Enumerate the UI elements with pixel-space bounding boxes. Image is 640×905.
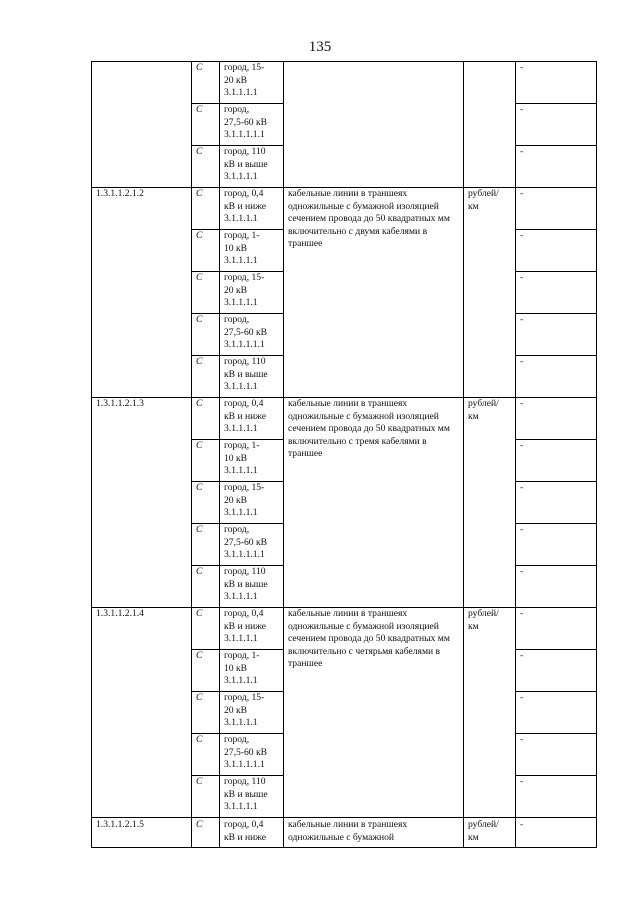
- category-letter: С: [192, 188, 220, 230]
- item-code: 1.3.1.1.2.1.2: [92, 188, 192, 398]
- rate-value: -: [516, 734, 597, 776]
- category-letter: С: [192, 356, 220, 398]
- unit: рублей/ км: [464, 608, 516, 818]
- category-letter: С: [192, 398, 220, 440]
- voltage-class: город, 15- 20 кВ 3.1.1.1.1: [220, 272, 284, 314]
- category-letter: С: [192, 272, 220, 314]
- item-description: кабельные линии в траншеях одножильные с бумажной изоляцией сечением провода до 50 квадратных мм включительно с четярьмя кабелями в траншее: [284, 608, 464, 818]
- voltage-class: город, 27,5-60 кВ 3.1.1.1.1.1: [220, 524, 284, 566]
- table-row: [92, 62, 597, 104]
- category-letter: С: [192, 146, 220, 188]
- voltage-class: город, 1- 10 кВ 3.1.1.1.1: [220, 230, 284, 272]
- voltage-class: город, 1- 10 кВ 3.1.1.1.1: [220, 440, 284, 482]
- unit: рублей/ км: [464, 398, 516, 608]
- category-letter: С: [192, 734, 220, 776]
- rate-value: -: [516, 146, 597, 188]
- item-description: кабельные линии в траншеях одножильные с бумажной изоляцией сечением провода до 50 квадратных мм включительно с тремя кабелями в траншее: [284, 398, 464, 608]
- item-code: 1.3.1.1.2.1.3: [92, 398, 192, 608]
- item-description: [284, 62, 464, 188]
- category-letter: С: [192, 104, 220, 146]
- voltage-class: город, 27,5-60 кВ 3.1.1.1.1.1: [220, 314, 284, 356]
- category-letter: С: [192, 524, 220, 566]
- rate-value: -: [516, 230, 597, 272]
- category-letter: С: [192, 692, 220, 734]
- rate-value: -: [516, 650, 597, 692]
- rate-value: -: [516, 440, 597, 482]
- tariff-table: [91, 61, 597, 848]
- voltage-class: город, 15- 20 кВ 3.1.1.1.1: [220, 692, 284, 734]
- category-letter: С: [192, 482, 220, 524]
- rate-value: -: [516, 104, 597, 146]
- voltage-class: город, 110 кВ и выше 3.1.1.1.1: [220, 356, 284, 398]
- voltage-class: город, 110 кВ и выше 3.1.1.1.1: [220, 776, 284, 818]
- rate-value: -: [516, 356, 597, 398]
- rate-value: -: [516, 188, 597, 230]
- item-description: кабельные линии в траншеях одножильные с бумажной изоляцией сечением провода до 50 квадратных мм включительно с двумя кабелями в траншее: [284, 188, 464, 398]
- voltage-class: город, 1- 10 кВ 3.1.1.1.1: [220, 650, 284, 692]
- voltage-class: город, 15- 20 кВ 3.1.1.1.1: [220, 62, 284, 104]
- rate-value: -: [516, 608, 597, 650]
- table-body: [92, 62, 597, 848]
- category-letter: С: [192, 62, 220, 104]
- unit: рублей/ км: [464, 818, 516, 848]
- voltage-class: город, 15- 20 кВ 3.1.1.1.1: [220, 482, 284, 524]
- table-row: [92, 188, 597, 230]
- voltage-class: город, 0,4 кВ и ниже 3.1.1.1.1: [220, 188, 284, 230]
- item-code: 1.3.1.1.2.1.5: [92, 818, 192, 848]
- category-letter: С: [192, 566, 220, 608]
- rate-value: -: [516, 692, 597, 734]
- rate-value: -: [516, 398, 597, 440]
- category-letter: С: [192, 440, 220, 482]
- rate-value: -: [516, 62, 597, 104]
- item-code: 1.3.1.1.2.1.4: [92, 608, 192, 818]
- category-letter: С: [192, 608, 220, 650]
- rate-value: -: [516, 524, 597, 566]
- category-letter: С: [192, 650, 220, 692]
- voltage-class: город, 0,4 кВ и ниже 3.1.1.1.1: [220, 398, 284, 440]
- rate-value: -: [516, 818, 597, 848]
- unit: рублей/ км: [464, 188, 516, 398]
- rate-value: -: [516, 482, 597, 524]
- voltage-class: город, 0,4 кВ и ниже: [220, 818, 284, 848]
- table-row: [92, 608, 597, 650]
- voltage-class: город, 0,4 кВ и ниже 3.1.1.1.1: [220, 608, 284, 650]
- rate-value: -: [516, 776, 597, 818]
- voltage-class: город, 27,5-60 кВ 3.1.1.1.1.1: [220, 734, 284, 776]
- item-code: [92, 62, 192, 188]
- voltage-class: город, 27,5-60 кВ 3.1.1.1.1.1: [220, 104, 284, 146]
- table-row: [92, 398, 597, 440]
- table-row: [92, 818, 597, 848]
- rate-value: -: [516, 314, 597, 356]
- rate-value: -: [516, 566, 597, 608]
- category-letter: С: [192, 776, 220, 818]
- voltage-class: город, 110 кВ и выше 3.1.1.1.1: [220, 566, 284, 608]
- unit: [464, 62, 516, 188]
- page-number: 135: [308, 39, 332, 55]
- rate-value: -: [516, 272, 597, 314]
- category-letter: С: [192, 818, 220, 848]
- item-description: кабельные линии в траншеях одножильные с бумажной: [284, 818, 464, 848]
- voltage-class: город, 110 кВ и выше 3.1.1.1.1: [220, 146, 284, 188]
- category-letter: С: [192, 314, 220, 356]
- category-letter: С: [192, 230, 220, 272]
